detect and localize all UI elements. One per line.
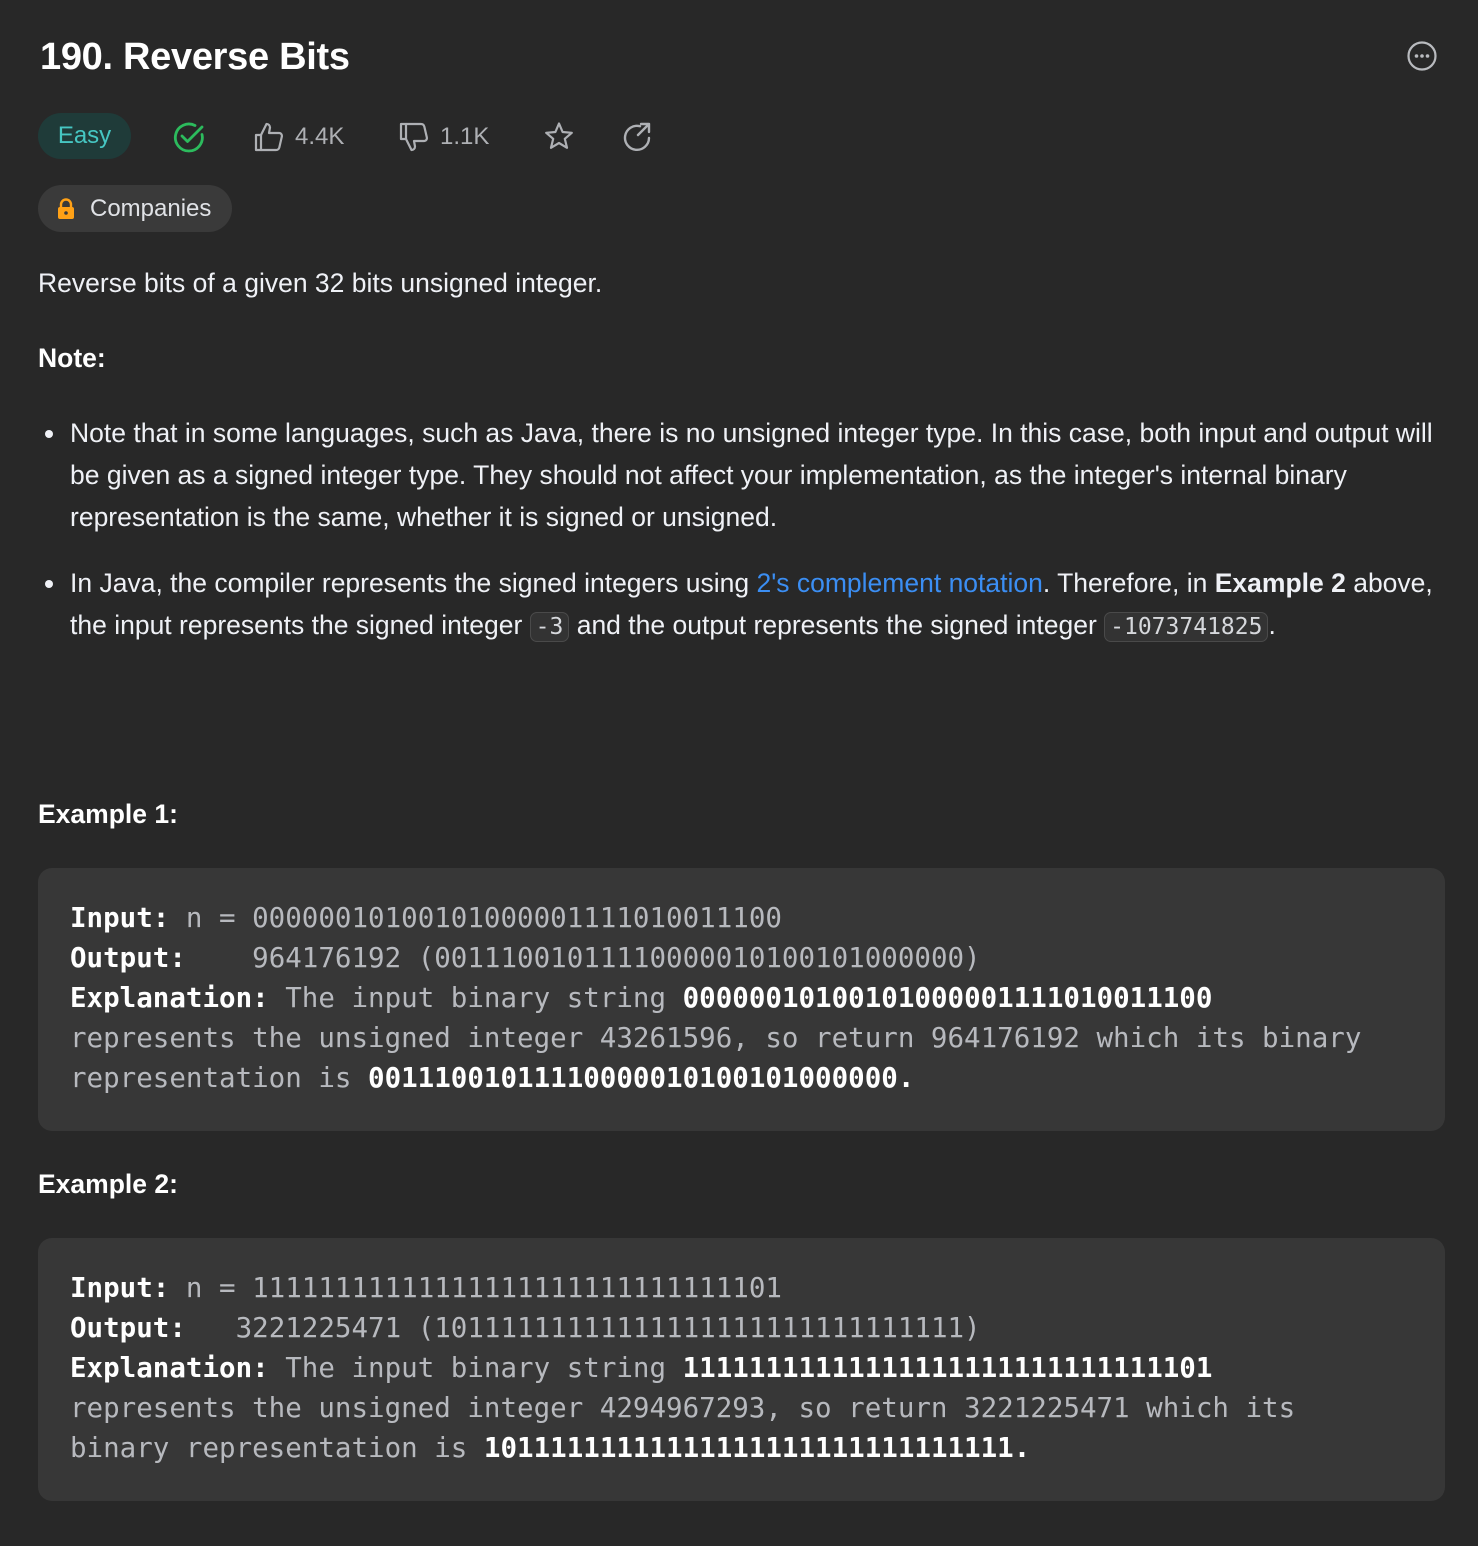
explanation-binary-output: 00111001011110000010100101000000. <box>368 1062 915 1094</box>
more-options-icon[interactable] <box>1406 40 1438 72</box>
note-text: In Java, the compiler represents the signed integers using <box>70 568 757 598</box>
output-value: 964176192 (00111001011110000010100101000000) <box>185 942 981 974</box>
star-icon <box>542 120 576 154</box>
companies-button[interactable] <box>38 185 232 232</box>
thumbs-down-icon <box>398 121 430 153</box>
output-value: 3221225471 (10111111111111111111111111111111) <box>185 1312 981 1344</box>
example-2-reference: Example 2 <box>1214 568 1346 598</box>
explanation-binary-input: 11111111111111111111111111111101 <box>682 1352 1213 1384</box>
input-label: Input: <box>70 1272 170 1304</box>
inline-code-signed-output: -1073741825 <box>1104 612 1268 642</box>
share-button[interactable] <box>621 119 655 155</box>
input-label: Input: <box>70 902 170 934</box>
problem-statement: Reverse bits of a given 32 bits unsigned integer. <box>38 268 603 298</box>
difficulty-badge: Easy <box>38 113 131 159</box>
explanation-text: represents the unsigned integer 43261596, so return 964176192 which its binary representation is <box>70 1022 1362 1094</box>
explanation-label: Explanation: <box>70 982 269 1014</box>
explanation-binary-input: 00000010100101000001111010011100 <box>682 982 1213 1014</box>
lock-icon <box>56 198 76 220</box>
like-count: 4.4K <box>295 123 345 150</box>
example-2-block <box>38 1238 1445 1501</box>
explanation-text: represents the unsigned integer 4294967293, so return 3221225471 which its binary representation is <box>70 1392 1296 1464</box>
example-1-block <box>38 868 1445 1131</box>
thumbs-up-icon <box>253 121 285 153</box>
list-item <box>38 412 1438 538</box>
problem-title: 190. Reverse Bits <box>40 36 350 78</box>
note-heading: Note: <box>38 343 106 373</box>
output-label: Output: <box>70 942 186 974</box>
input-value: n = 00000010100101000001111010011100 <box>169 902 782 934</box>
output-label: Output: <box>70 1312 186 1344</box>
companies-label: Companies <box>90 194 212 222</box>
input-value: n = 11111111111111111111111111111101 <box>169 1272 782 1304</box>
example-1-heading: Example 1: <box>38 799 178 829</box>
example-1-code <box>70 898 1361 1098</box>
favorite-button[interactable] <box>542 119 576 155</box>
note-item-1: Note that in some languages, such as Java, there is no unsigned integer type. In this case, both input and output will be given as a signed integer type. They should not affect your implementation, as the integer's internal binary representation is the same, whether it is signed or unsigned. <box>70 418 1433 532</box>
solved-icon <box>171 119 207 155</box>
dislike-button[interactable] <box>398 119 489 155</box>
explanation-label: Explanation: <box>70 1352 269 1384</box>
note-text: above, the input represents the signed integer <box>70 568 1433 640</box>
list-item <box>38 562 1438 648</box>
example-2-code <box>70 1268 1295 1468</box>
note-text: and the output represents the signed integer <box>569 610 1105 640</box>
like-button[interactable] <box>253 119 344 155</box>
example-2-heading: Example 2: <box>38 1169 178 1199</box>
title-row <box>38 30 1446 86</box>
explanation-text: The input binary string <box>268 982 683 1014</box>
twos-complement-link[interactable]: 2's complement notation <box>756 568 1043 598</box>
explanation-text: The input binary string <box>268 1352 683 1384</box>
check-circle-icon <box>171 119 207 155</box>
problem-toolbar <box>38 113 938 161</box>
note-list <box>38 412 1438 672</box>
share-icon <box>621 120 655 154</box>
dislike-count: 1.1K <box>440 123 490 150</box>
note-text: . Therefore, in <box>1042 568 1215 598</box>
note-text: . <box>1268 610 1276 640</box>
explanation-binary-output: 10111111111111111111111111111111. <box>483 1432 1031 1464</box>
inline-code-signed-input: -3 <box>530 612 570 642</box>
